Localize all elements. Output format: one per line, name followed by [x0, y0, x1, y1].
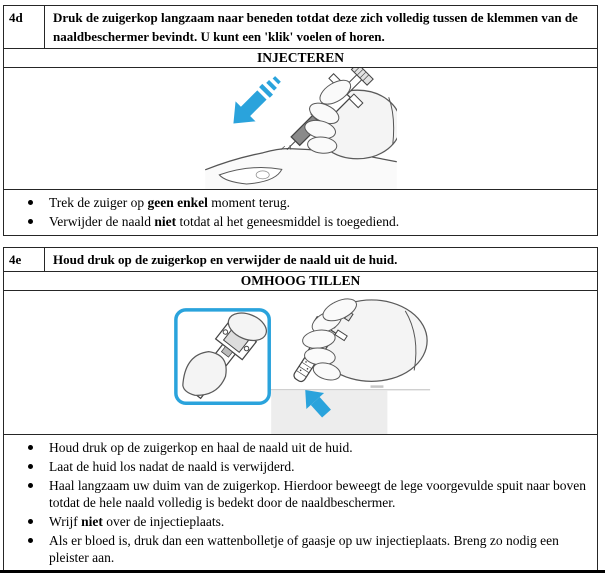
step-4e-bullet-list — [4, 435, 597, 571]
bullet-marker — [28, 519, 33, 524]
step-4e-table — [3, 247, 598, 572]
section-title-omhoog-tillen: OMHOOG TILLEN — [4, 272, 597, 291]
bullet-marker — [28, 445, 33, 450]
bullet-item — [4, 477, 589, 511]
bullet-item — [4, 194, 589, 211]
step-4e-header-row — [4, 248, 597, 272]
step-instruction-cell: Druk de zuigerkop langzaam naar beneden totdat deze zich volledig tussen de klemmen van de naaldbeschermer bevindt. U kunt een 'klik' voelen of horen. — [53, 10, 578, 44]
bullet-text: Houd druk op de zuigerkop en haal de naald uit de huid. — [49, 440, 353, 455]
bullet-item — [4, 458, 589, 475]
step-4d-header-row — [4, 6, 597, 49]
bullet-marker — [28, 483, 33, 488]
bullet-text: Trek de zuiger op geen enkel moment terug. — [49, 195, 290, 210]
bullet-item — [4, 513, 589, 530]
bullet-text: Laat de huid los nadat de naald is verwijderd. — [49, 459, 295, 474]
illustration-omhoog-tillen — [4, 291, 597, 435]
press-down-arrow-icon — [223, 69, 288, 134]
bullet-marker — [28, 200, 33, 205]
injection-drawing — [205, 68, 397, 189]
illustration-watermark — [370, 385, 383, 387]
skin-surface-drawing — [269, 385, 430, 434]
needle-guard-callout-box — [175, 308, 270, 404]
step-instruction-cell: Houd druk op de zuigerkop en verwijder de naald uit de huid. — [53, 252, 398, 267]
step-4d-bullet-list — [4, 190, 597, 235]
lift-up-drawing — [171, 291, 431, 434]
section-title-injecteren: INJECTEREN — [4, 49, 597, 68]
bullet-text: Verwijder de naald niet totdat al het geneesmiddel is toegediend. — [49, 214, 400, 229]
illustration-injecteren — [4, 68, 597, 190]
page-bottom-rule — [0, 570, 605, 573]
bullet-marker — [28, 219, 33, 224]
step-number-cell: 4d — [4, 6, 45, 48]
step-4d-table — [3, 5, 598, 236]
bullet-item — [4, 532, 589, 566]
bullet-item — [4, 213, 589, 230]
step-number-cell: 4e — [4, 248, 45, 271]
bullet-marker — [28, 538, 33, 543]
bullet-text: Als er bloed is, druk dan een wattenbolletje of gaasje op uw injectieplaats. Breng zo nodig een pleister aan. — [49, 533, 559, 565]
bullet-item — [4, 439, 589, 456]
bullet-marker — [28, 464, 33, 469]
bullet-text: Haal langzaam uw duim van de zuigerkop. Hierdoor beweegt de lege voorgevulde spuit naar boven totdat de hele naald volledig is bedekt door de naaldbeschermer. — [49, 478, 586, 510]
bullet-text: Wrijf niet over de injectieplaats. — [49, 514, 225, 529]
